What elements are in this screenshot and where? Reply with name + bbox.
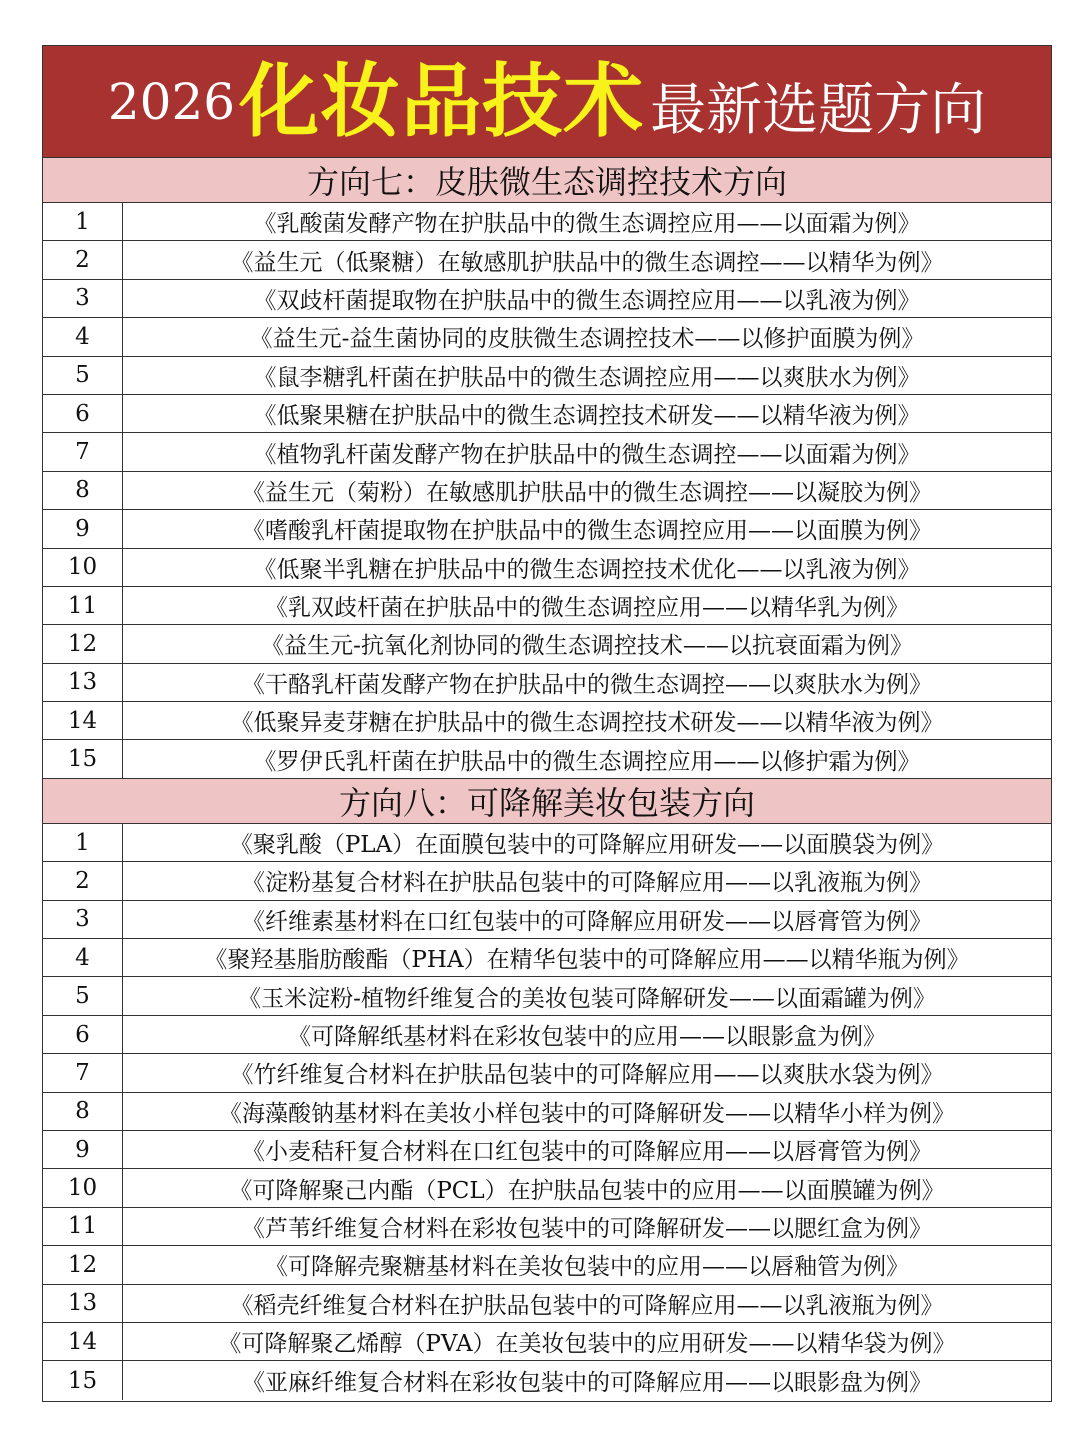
table-row xyxy=(43,625,1051,663)
row-number: 2 xyxy=(43,241,123,278)
table-row xyxy=(43,280,1051,318)
row-topic-title: 《竹纤维复合材料在护肤品包装中的可降解应用——以爽肤水袋为例》 xyxy=(230,1062,944,1089)
row-topic-title: 《可降解纸基材料在彩妆包装中的应用——以眼影盒为例》 xyxy=(288,1024,886,1050)
row-topic-title: 《乳双歧杆菌在护肤品中的微生态调控应用——以精华乳为例》 xyxy=(265,595,909,622)
row-number: 4 xyxy=(43,318,123,355)
row-number: 14 xyxy=(43,702,123,739)
table-row xyxy=(43,939,1051,977)
table-row xyxy=(43,1361,1051,1399)
row-number: 5 xyxy=(43,977,123,1014)
row-number: 11 xyxy=(43,1208,123,1245)
row-number: 4 xyxy=(43,939,123,976)
table-row xyxy=(43,549,1051,587)
section-heading: 方向八：可降解美妆包装方向 xyxy=(43,779,1051,824)
row-topic-title: 《低聚异麦芽糖在护肤品中的微生态调控技术研发——以精华液为例》 xyxy=(230,710,944,737)
row-topic-title: 《益生元（菊粉）在敏感肌护肤品中的微生态调控——以凝胶为例》 xyxy=(242,479,932,506)
row-number: 13 xyxy=(43,664,123,701)
row-topic-title: 《低聚半乳糖在护肤品中的微生态调控技术优化——以乳液为例》 xyxy=(253,556,921,583)
row-topic-title: 《聚乳酸（PLA）在面膜包装中的可降解应用研发——以面膜袋为例》 xyxy=(229,832,945,859)
table-row xyxy=(43,203,1051,241)
row-number: 7 xyxy=(43,1054,123,1091)
row-number: 5 xyxy=(43,357,123,394)
row-topic-title: 《乳酸菌发酵产物在护肤品中的微生态调控应用——以面霜为例》 xyxy=(253,211,921,238)
row-number: 8 xyxy=(43,472,123,509)
row-number: 2 xyxy=(43,862,123,899)
table-row xyxy=(43,472,1051,510)
row-topic-title: 《小麦秸秆复合材料在口红包装中的可降解应用——以唇膏管为例》 xyxy=(242,1139,932,1166)
table-row xyxy=(43,740,1051,778)
row-topic-title: 《聚羟基脂肪酸酯（PHA）在精华包装中的可降解应用——以精华瓶为例》 xyxy=(204,947,970,974)
row-topic-title: 《益生元-益生菌协同的皮肤微生态调控技术——以修护面膜为例》 xyxy=(249,326,925,353)
row-number: 9 xyxy=(43,1131,123,1168)
row-number: 7 xyxy=(43,433,123,470)
row-topic-title: 《可降解聚乙烯醇（PVA）在美妆包装中的应用研发——以精华袋为例》 xyxy=(218,1331,956,1358)
table-row xyxy=(43,433,1051,471)
row-topic-title: 《玉米淀粉-植物纤维复合的美妆包装可降解研发——以面霜罐为例》 xyxy=(238,985,936,1012)
row-number: 11 xyxy=(43,587,123,624)
row-number: 14 xyxy=(43,1323,123,1360)
row-topic-title: 《干酪乳杆菌发酵产物在护肤品中的微生态调控——以爽肤水为例》 xyxy=(242,671,932,698)
row-topic-title: 《低聚果糖在护肤品中的微生态调控技术研发——以精华液为例》 xyxy=(253,403,921,430)
table-row xyxy=(43,241,1051,279)
row-number: 12 xyxy=(43,1246,123,1283)
table-row xyxy=(43,395,1051,433)
table-row xyxy=(43,702,1051,740)
table-row xyxy=(43,901,1051,939)
row-topic-title: 《纤维素基材料在口红包装中的可降解应用研发——以唇膏管为例》 xyxy=(242,908,932,935)
row-topic-title: 《罗伊氏乳杆菌在护肤品中的微生态调控应用——以修护霜为例》 xyxy=(253,748,921,775)
row-number: 3 xyxy=(43,901,123,938)
topic-table xyxy=(42,45,1052,1402)
row-topic-title: 《鼠李糖乳杆菌在护肤品中的微生态调控应用——以爽肤水为例》 xyxy=(253,364,921,391)
row-number: 12 xyxy=(43,625,123,662)
row-number: 9 xyxy=(43,510,123,547)
row-number: 1 xyxy=(43,203,123,240)
row-number: 6 xyxy=(43,1016,123,1053)
row-topic-title: 《益生元-抗氧化剂协同的微生态调控技术——以抗衰面霜为例》 xyxy=(261,633,913,660)
row-topic-title: 《双歧杆菌提取物在护肤品中的微生态调控应用——以乳液为例》 xyxy=(253,287,921,314)
row-topic-title: 《淀粉基复合材料在护肤品包装中的可降解应用——以乳液瓶为例》 xyxy=(242,870,932,897)
table-row xyxy=(43,664,1051,702)
header-subtitle: 最新选题方向 xyxy=(650,77,987,143)
table-row xyxy=(43,824,1051,862)
table-row xyxy=(43,1093,1051,1131)
row-topic-title: 《海藻酸钠基材料在美妆小样包装中的可降解研发——以精华小样为例》 xyxy=(219,1100,955,1127)
row-topic-title: 《益生元（低聚糖）在敏感肌护肤品中的微生态调控——以精华为例》 xyxy=(230,249,944,276)
table-row xyxy=(43,1169,1051,1207)
row-number: 15 xyxy=(43,740,123,777)
row-topic-title: 《嗜酸乳杆菌提取物在护肤品中的微生态调控应用——以面膜为例》 xyxy=(242,518,932,545)
row-number: 6 xyxy=(43,395,123,432)
row-number: 10 xyxy=(43,1169,123,1206)
table-row xyxy=(43,1054,1051,1092)
table-row xyxy=(43,318,1051,356)
table-row xyxy=(43,357,1051,395)
table-row xyxy=(43,510,1051,548)
table-row xyxy=(43,1016,1051,1054)
table-row xyxy=(43,1246,1051,1284)
table-row xyxy=(43,1208,1051,1246)
row-topic-title: 《稻壳纤维复合材料在护肤品包装中的可降解应用——以乳液瓶为例》 xyxy=(230,1292,944,1319)
table-row xyxy=(43,1285,1051,1323)
row-number: 15 xyxy=(43,1361,123,1399)
header-main-title: 化妆品技术 xyxy=(239,54,645,148)
row-topic-title: 《芦苇纤维复合材料在彩妆包装中的可降解研发——以腮红盒为例》 xyxy=(242,1215,932,1242)
row-topic-title: 《植物乳杆菌发酵产物在护肤品中的微生态调控——以面霜为例》 xyxy=(253,441,921,468)
row-number: 8 xyxy=(43,1093,123,1130)
row-number: 1 xyxy=(43,824,123,861)
sections-container xyxy=(43,158,1051,1400)
section-heading: 方向七：皮肤微生态调控技术方向 xyxy=(43,158,1051,203)
table-row xyxy=(43,862,1051,900)
row-topic-title: 《亚麻纤维复合材料在彩妆包装中的可降解应用——以眼影盘为例》 xyxy=(242,1370,932,1397)
table-row xyxy=(43,1323,1051,1361)
table-row xyxy=(43,977,1051,1015)
row-number: 10 xyxy=(43,549,123,586)
row-topic-title: 《可降解聚己内酯（PCL）在护肤品包装中的应用——以面膜罐为例》 xyxy=(229,1177,945,1204)
header-banner xyxy=(43,46,1051,158)
row-number: 3 xyxy=(43,280,123,317)
header-year: 2026 xyxy=(107,72,236,131)
table-row xyxy=(43,587,1051,625)
row-number: 13 xyxy=(43,1285,123,1322)
table-row xyxy=(43,1131,1051,1169)
row-topic-title: 《可降解壳聚糖基材料在美妆包装中的应用——以唇釉管为例》 xyxy=(265,1254,909,1281)
